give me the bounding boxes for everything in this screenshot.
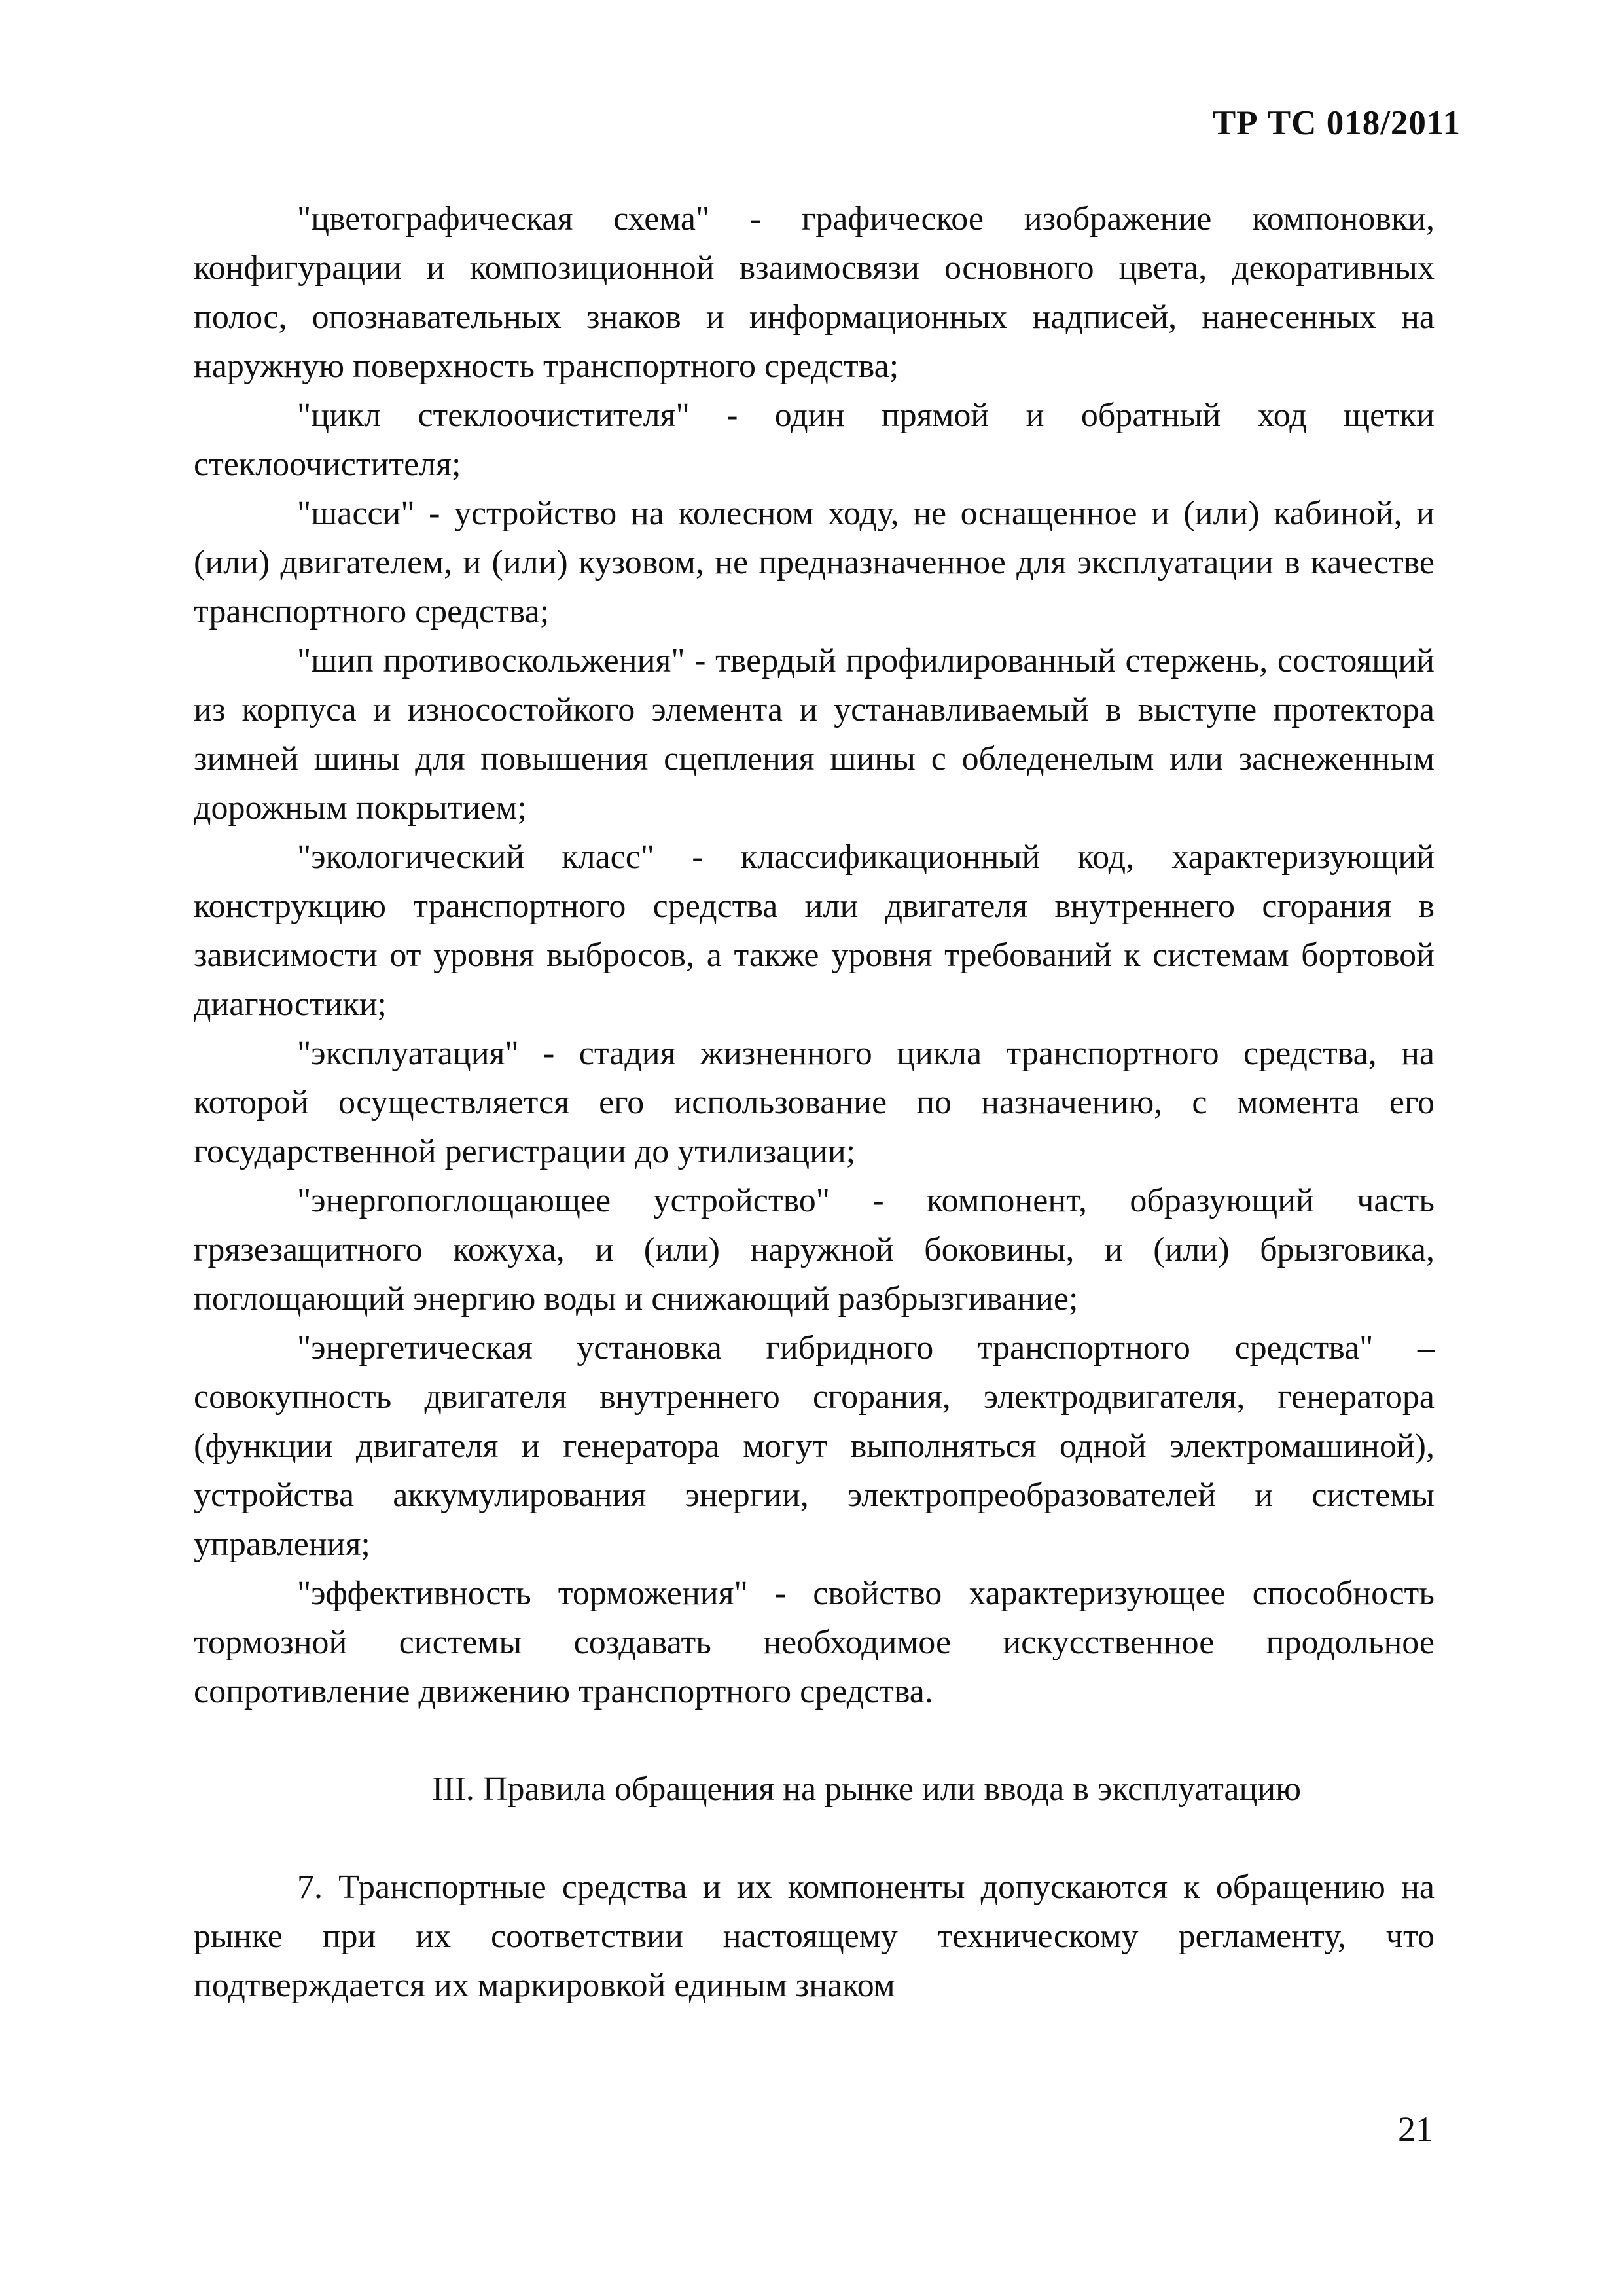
definition-paragraph: "энергопоглощающее устройство" - компонент, образующий часть грязезащитного кожуха, и (или) наружной боковины, и (или) брызговика, поглощающий энергию воды и снижающий разбрызгивание; bbox=[194, 1182, 1435, 1318]
definition-paragraph: "цикл стеклоочистителя" - один прямой и обратный ход щетки стеклоочистителя; bbox=[194, 397, 1435, 483]
clause-paragraph-7: 7. Транспортные средства и их компоненты допускаются к обращению на рынке при их соответствии настоящему техническому регламенту, что подтверждается их маркировкой единым знаком bbox=[194, 1869, 1435, 2004]
document-code: ТР ТС 018/2011 bbox=[1212, 104, 1461, 142]
page-body bbox=[194, 194, 1435, 2010]
section-heading: III. Правила обращения на рынке или ввода в эксплуатацию bbox=[431, 1770, 1302, 1808]
definition-paragraph: "эффективность торможения" - свойство характеризующее способность тормозной системы создавать необходимое искусственное продольное сопротивление движению транспортного средства. bbox=[194, 1575, 1435, 1710]
definition-paragraph: "цветографическая схема" - графическое изображение компоновки, конфигурации и композиционной взаимосвязи основного цвета, декоративных полос, опознавательных знаков и информационных надписей, нанесенных на наружную поверхность транспортного средства; bbox=[194, 200, 1435, 385]
definition-paragraph: "шасси" - устройство на колесном ходу, не оснащенное и (или) кабиной, и (или) двигателем, и (или) кузовом, не предназначенное для эксплуатации в качестве транспортного средства; bbox=[194, 495, 1435, 630]
definition-paragraph: "энергетическая установка гибридного транспортного средства" – совокупность двигателя внутреннего сгорания, электродвигателя, генератора (функции двигателя и генератора могут выполняться одной электромашиной), устройства аккумулирования энергии, электропреобразователей и системы управления; bbox=[194, 1329, 1435, 1563]
page-number: 21 bbox=[1398, 2109, 1433, 2149]
definition-paragraph: "эксплуатация" - стадия жизненного цикла транспортного средства, на которой осуществляется его использование по назначению, с момента его государственной регистрации до утилизации; bbox=[194, 1035, 1435, 1170]
definition-paragraph: "шип противоскольжения" - твердый профилированный стержень, состоящий из корпуса и износостойкого элемента и устанавливаемый в выступе протектора зимней шины для повышения сцепления шины с обледенелым или заснеженным дорожным покрытием; bbox=[194, 642, 1435, 827]
definition-paragraph: "экологический класс" - классификационный код, характеризующий конструкцию транспортного средства или двигателя внутреннего сгорания в зависимости от уровня выбросов, а также уровня требований к системам бортовой диагностики; bbox=[194, 838, 1435, 1023]
